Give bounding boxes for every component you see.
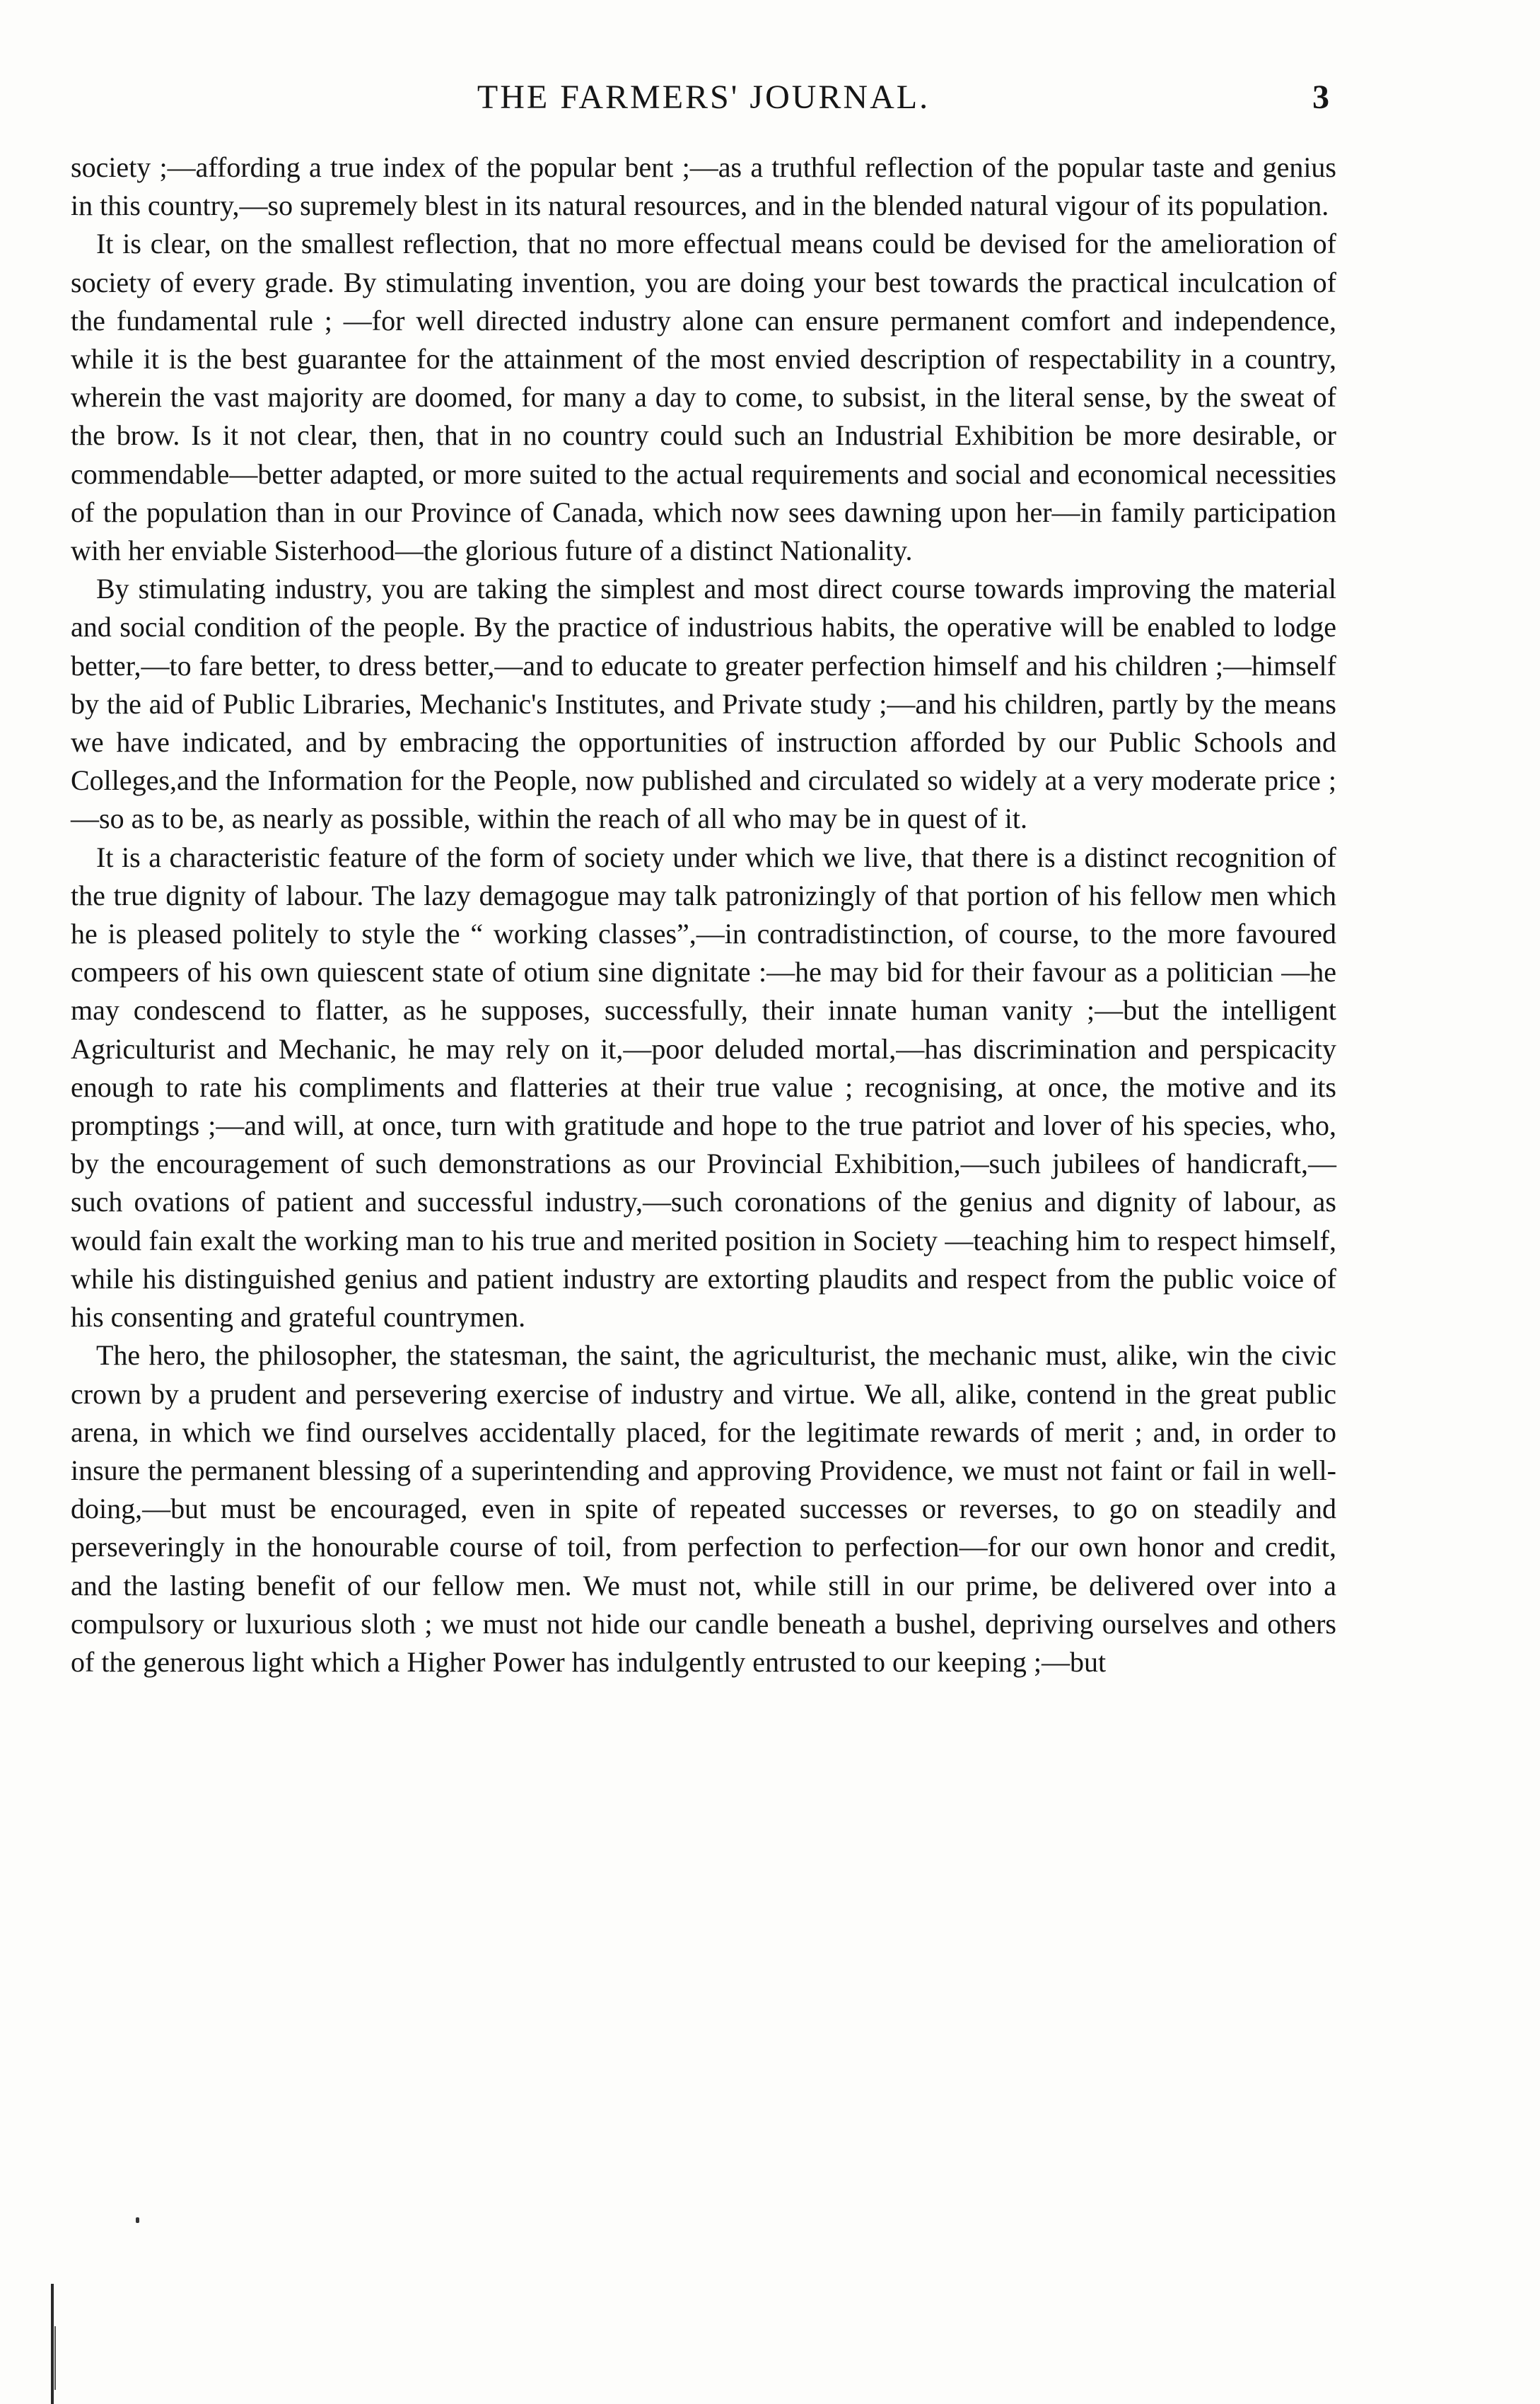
article-body (71, 148, 1336, 1681)
binding-edge-mark (51, 2284, 54, 2404)
ink-speck (136, 2217, 139, 2223)
paragraph: society ;—affording a true index of the popular bent ;—as a truthful reflection of the popular taste and genius in this country,—so supremely blest in its natural resources, and in the blended natural vigour of its population. (71, 151, 1336, 222)
page-number: 3 (1312, 78, 1329, 116)
paragraph: It is clear, on the smallest reflection, that no more effectual means could be devised for the amelioration of society of every grade. By stimulating invention, you are doing your best towards the practical inculcation of the fundamental rule ; —for well directed industry alone can ensure permanent comfort and independence, while it is the best guarantee for the attainment of the most envied description of respectability in a country, wherein the vast majority are doomed, for many a day to come, to subsist, in the literal sense, by the sweat of the brow. Is it not clear, then, that in no country could such an Industrial Exhibition be more desirable, or commendable—better adapted, or more suited to the actual requirements and social and economical necessities of the population than in our Province of Canada, which now sees dawning upon her—in family participation with her enviable Sisterhood—the glorious future of a distinct Nationality. (71, 228, 1336, 567)
binding-edge-mark (54, 2326, 56, 2390)
journal-page (71, 78, 1336, 1681)
paragraph: The hero, the philosopher, the statesman, the saint, the agriculturist, the mechanic must, alike, win the civic crown by a prudent and persevering exercise of industry and virtue. We all, alike, contend in the great public arena, in which we find ourselves accidentally placed, for the legitimate rewards of merit ; and, in order to insure the permanent blessing of a superintending and approving Providence, we must not faint or fail in well-doing,—but must be encouraged, even in spite of repeated successes or reverses, to go on steadily and perseveringly in the honourable course of toil, from perfection to perfection—for our own honor and credit, and the lasting benefit of our fellow men. We must not, while still in our prime, be delivered over into a compulsory or luxurious sloth ; we must not hide our candle beneath a bushel, depriving ourselves and others of the generous light which a Higher Power has indulgently entrusted to our keeping ;—but (71, 1339, 1336, 1678)
paragraph: By stimulating industry, you are taking the simplest and most direct course towards improving the material and social condition of the people. By the practice of industrious habits, the operative will be enabled to lodge better,—to fare better, to dress better,—and to educate to greater perfection himself and his children ;—himself by the aid of Public Libraries, Mechanic's Institutes, and Private study ;—and his children, partly by the means we have indicated, and by embracing the opportunities of instruction afforded by our Public Schools and Colleges,and the Information for the People, now published and circulated so widely at a very moderate price ;—so as to be, as nearly as possible, within the reach of all who may be in quest of it. (71, 573, 1336, 835)
running-title: THE FARMERS' JOURNAL. (477, 78, 931, 116)
running-head (71, 78, 1336, 134)
paragraph: It is a characteristic feature of the form of society under which we live, that there is a distinct recognition of the true dignity of labour. The lazy demagogue may talk patronizingly of that portion of his fellow men which he is pleased politely to style the “ working classes”,—in contradistinction, of course, to the more favoured compeers of his own quiescent state of otium sine dignitate :—he may bid for their favour as a politician —he may condescend to flatter, as he supposes, successfully, their innate human vanity ;—but the intelligent Agriculturist and Mechanic, he may rely on it,—poor deluded mortal,—has discrimination and perspicacity enough to rate his compliments and flatteries at their true value ; recognising, at once, the motive and its promptings ;—and will, at once, turn with gratitude and hope to the true patriot and lover of his species, who, by the encouragement of such demonstrations as our Provincial Exhibition,—such jubilees of handicraft,—such ovations of patient and successful industry,—such coronations of the genius and dignity of labour, as would fain exalt the working man to his true and merited position in Society —teaching him to respect himself, while his distinguished genius and patient industry are extorting plaudits and respect from the public voice of his consenting and grateful countrymen. (71, 841, 1336, 1334)
